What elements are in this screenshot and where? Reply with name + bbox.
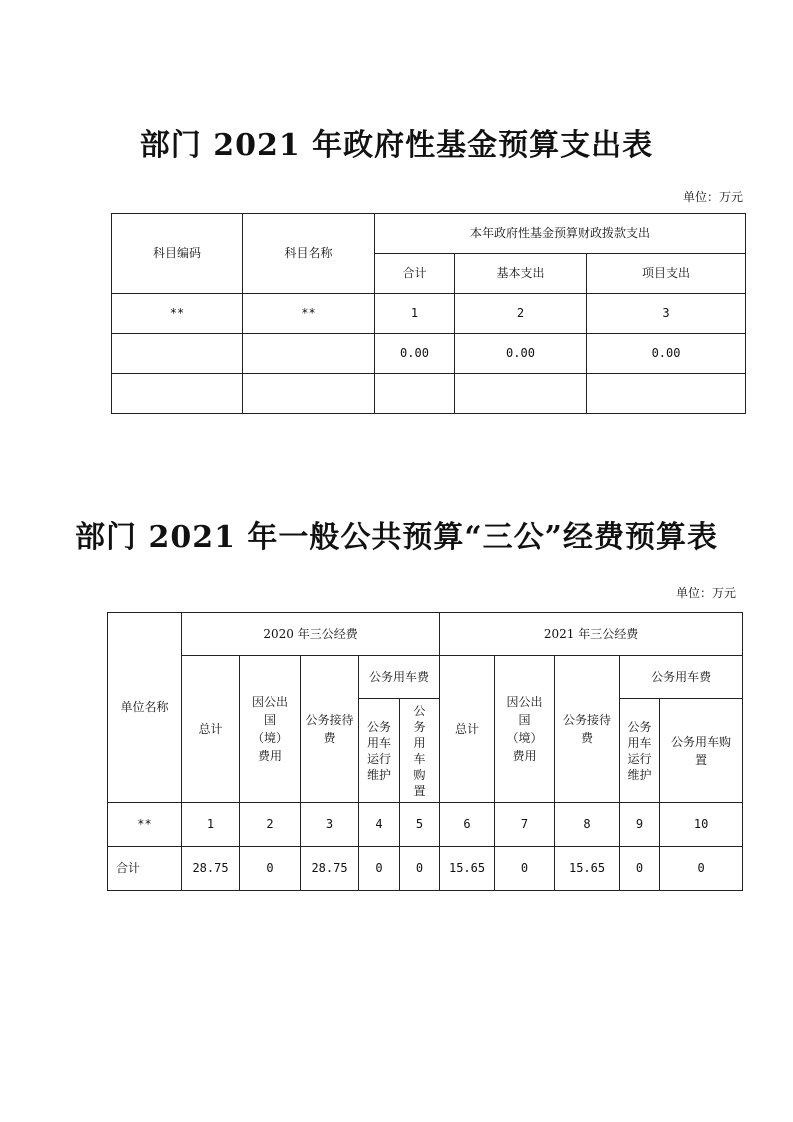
table-cell: 0.00	[455, 334, 587, 374]
table-cell: 6	[440, 803, 495, 847]
table-cell: 2	[240, 803, 301, 847]
header-2020-reception-cell	[301, 656, 359, 803]
table-cell	[243, 374, 375, 414]
table-cell: 10	[660, 803, 743, 847]
table-cell	[455, 374, 587, 414]
table-cell: 3	[587, 294, 746, 334]
header-2021-vehicle: 公务用车费	[620, 656, 743, 699]
header-2020-vehicle: 公务用车费	[359, 656, 440, 699]
table-cell	[587, 374, 746, 414]
table-cell: 0	[620, 847, 660, 891]
header-2020-vehicle-run-cell	[359, 699, 400, 803]
header-2021-expenses: 2021 年三公经费	[440, 613, 743, 656]
header-2020-vehicle-buy: 公务用车购置	[413, 703, 426, 798]
header-subject-code: 科目编码	[112, 214, 243, 294]
header-2021-vehicle-run-cell	[620, 699, 660, 803]
table-cell: 0.00	[587, 334, 746, 374]
table-cell: 9	[620, 803, 660, 847]
header-2021-vehicle-buy-cell	[660, 699, 743, 803]
header-2021-reception: 公务接待费	[563, 713, 612, 745]
three-public-expenses-table	[107, 612, 743, 891]
table-cell: 28.75	[301, 847, 359, 891]
table-cell: 8	[555, 803, 620, 847]
header-total: 合计	[375, 254, 455, 294]
table-cell: 0	[400, 847, 440, 891]
table-cell: 15.65	[555, 847, 620, 891]
table-row	[112, 374, 746, 414]
table-cell: **	[243, 294, 375, 334]
table-row	[112, 334, 746, 374]
table-cell: 0.00	[375, 334, 455, 374]
header-subject-name: 科目名称	[243, 214, 375, 294]
header-2020-reception: 公务接待费	[305, 713, 354, 745]
table-cell: **	[108, 803, 182, 847]
header-2021-abroad-cell	[495, 656, 555, 803]
total-row-label: 合计	[108, 847, 182, 891]
table-cell: 1	[182, 803, 240, 847]
table2-unit-label: 单位：万元	[676, 586, 737, 600]
table-cell	[112, 334, 243, 374]
table2-title: 部门 2021 年一般公共预算“三公”经费预算表	[75, 520, 718, 555]
table-cell: 0	[495, 847, 555, 891]
table-cell: 3	[301, 803, 359, 847]
header-2021-abroad: 因公出国（境）费用	[506, 695, 543, 763]
header-2020-abroad: 因公出国（境）费用	[251, 695, 288, 763]
table1-unit-label: 单位：万元	[683, 190, 744, 204]
header-unit-name: 单位名称	[108, 613, 182, 803]
table-cell: 15.65	[440, 847, 495, 891]
table-cell: 5	[400, 803, 440, 847]
table-row	[112, 294, 746, 334]
header-fund-expenditure-group: 本年政府性基金预算财政拨款支出	[375, 214, 746, 254]
header-2020-abroad-cell	[240, 656, 301, 803]
table-cell: 2	[455, 294, 587, 334]
table-cell: 1	[375, 294, 455, 334]
table-cell: **	[112, 294, 243, 334]
header-2020-vehicle-run: 公务用车运行维护	[366, 719, 391, 782]
table-cell	[243, 334, 375, 374]
table-cell	[375, 374, 455, 414]
table-cell: 28.75	[182, 847, 240, 891]
table1-title: 部门 2021 年政府性基金预算支出表	[139, 128, 654, 163]
table-cell	[112, 374, 243, 414]
table-cell: 7	[495, 803, 555, 847]
government-fund-expenditure-table	[111, 213, 746, 414]
table-cell: 0	[359, 847, 400, 891]
header-2020-vehicle-buy-cell	[400, 699, 440, 803]
header-2021-vehicle-buy: 公务用车购置	[671, 734, 732, 767]
table-row	[108, 803, 743, 847]
header-2020-total: 总计	[182, 656, 240, 803]
header-2021-vehicle-run: 公务用车运行维护	[627, 719, 652, 782]
header-2021-total: 总计	[440, 656, 495, 803]
table-cell: 4	[359, 803, 400, 847]
table-cell: 0	[660, 847, 743, 891]
header-2020-expenses: 2020 年三公经费	[182, 613, 440, 656]
header-basic-expenditure: 基本支出	[455, 254, 587, 294]
header-project-expenditure: 项目支出	[587, 254, 746, 294]
table-row	[108, 847, 743, 891]
table-cell: 0	[240, 847, 301, 891]
header-2021-reception-cell	[555, 656, 620, 803]
